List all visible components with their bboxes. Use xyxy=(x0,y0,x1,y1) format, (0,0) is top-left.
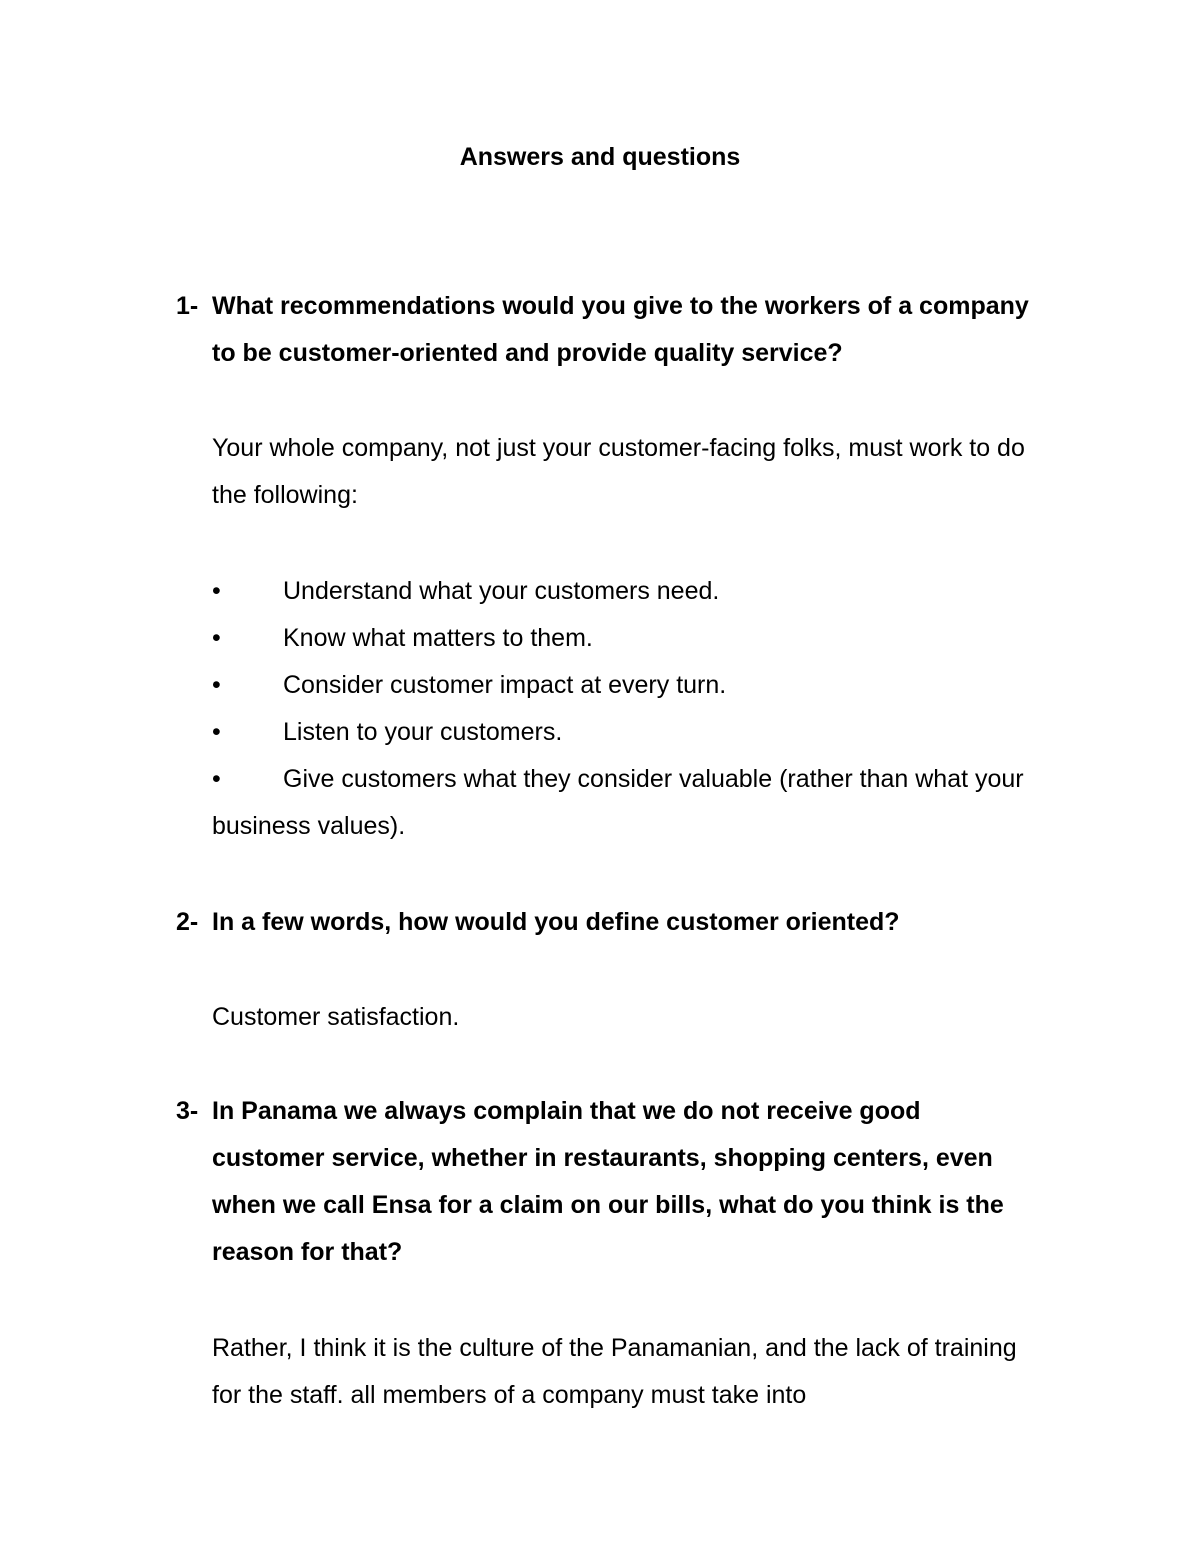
list-item xyxy=(212,568,1042,615)
question-text: In Panama we always complain that we do not receive good customer service, whether in restaurants, shopping centers, even when we call Ensa for a claim on our bills, what do you think is the reason for that? xyxy=(212,1097,1004,1266)
answer-1-bullet-list xyxy=(212,568,1042,850)
question-3 xyxy=(176,1088,1036,1276)
list-item-text: Consider customer impact at every turn. xyxy=(283,671,727,699)
list-item xyxy=(212,709,1042,756)
bullet-icon: • xyxy=(212,718,221,746)
list-item-text: Give customers what they consider valuable (rather than what your business values). xyxy=(212,765,1024,840)
answer-2: Customer satisfaction. xyxy=(212,1003,460,1031)
question-text: In a few words, how would you define customer oriented? xyxy=(212,908,900,936)
question-number: 1- xyxy=(176,292,199,320)
question-1 xyxy=(176,283,1036,377)
answer-3: Rather, I think it is the culture of the Panamanian, and the lack of training for the staff. all members of a company must take into xyxy=(212,1334,1017,1409)
question-number: 3- xyxy=(176,1097,199,1125)
list-item-text: Know what matters to them. xyxy=(283,624,593,652)
answer-1-intro: Your whole company, not just your customer-facing folks, must work to do the following: xyxy=(212,434,1025,509)
bullet-icon: • xyxy=(212,671,221,699)
question-2 xyxy=(176,899,1036,946)
list-item xyxy=(212,615,1042,662)
list-item xyxy=(212,756,1042,850)
bullet-icon: • xyxy=(212,624,221,652)
list-item-text: Listen to your customers. xyxy=(283,718,563,746)
page-title: Answers and questions xyxy=(459,143,741,171)
bullet-icon: • xyxy=(212,577,221,605)
question-number: 2- xyxy=(176,908,199,936)
question-text: What recommendations would you give to the workers of a company to be customer-oriented and provide quality service? xyxy=(212,292,1029,367)
bullet-icon: • xyxy=(212,765,221,793)
list-item-text: Understand what your customers need. xyxy=(283,577,720,605)
list-item xyxy=(212,662,1042,709)
